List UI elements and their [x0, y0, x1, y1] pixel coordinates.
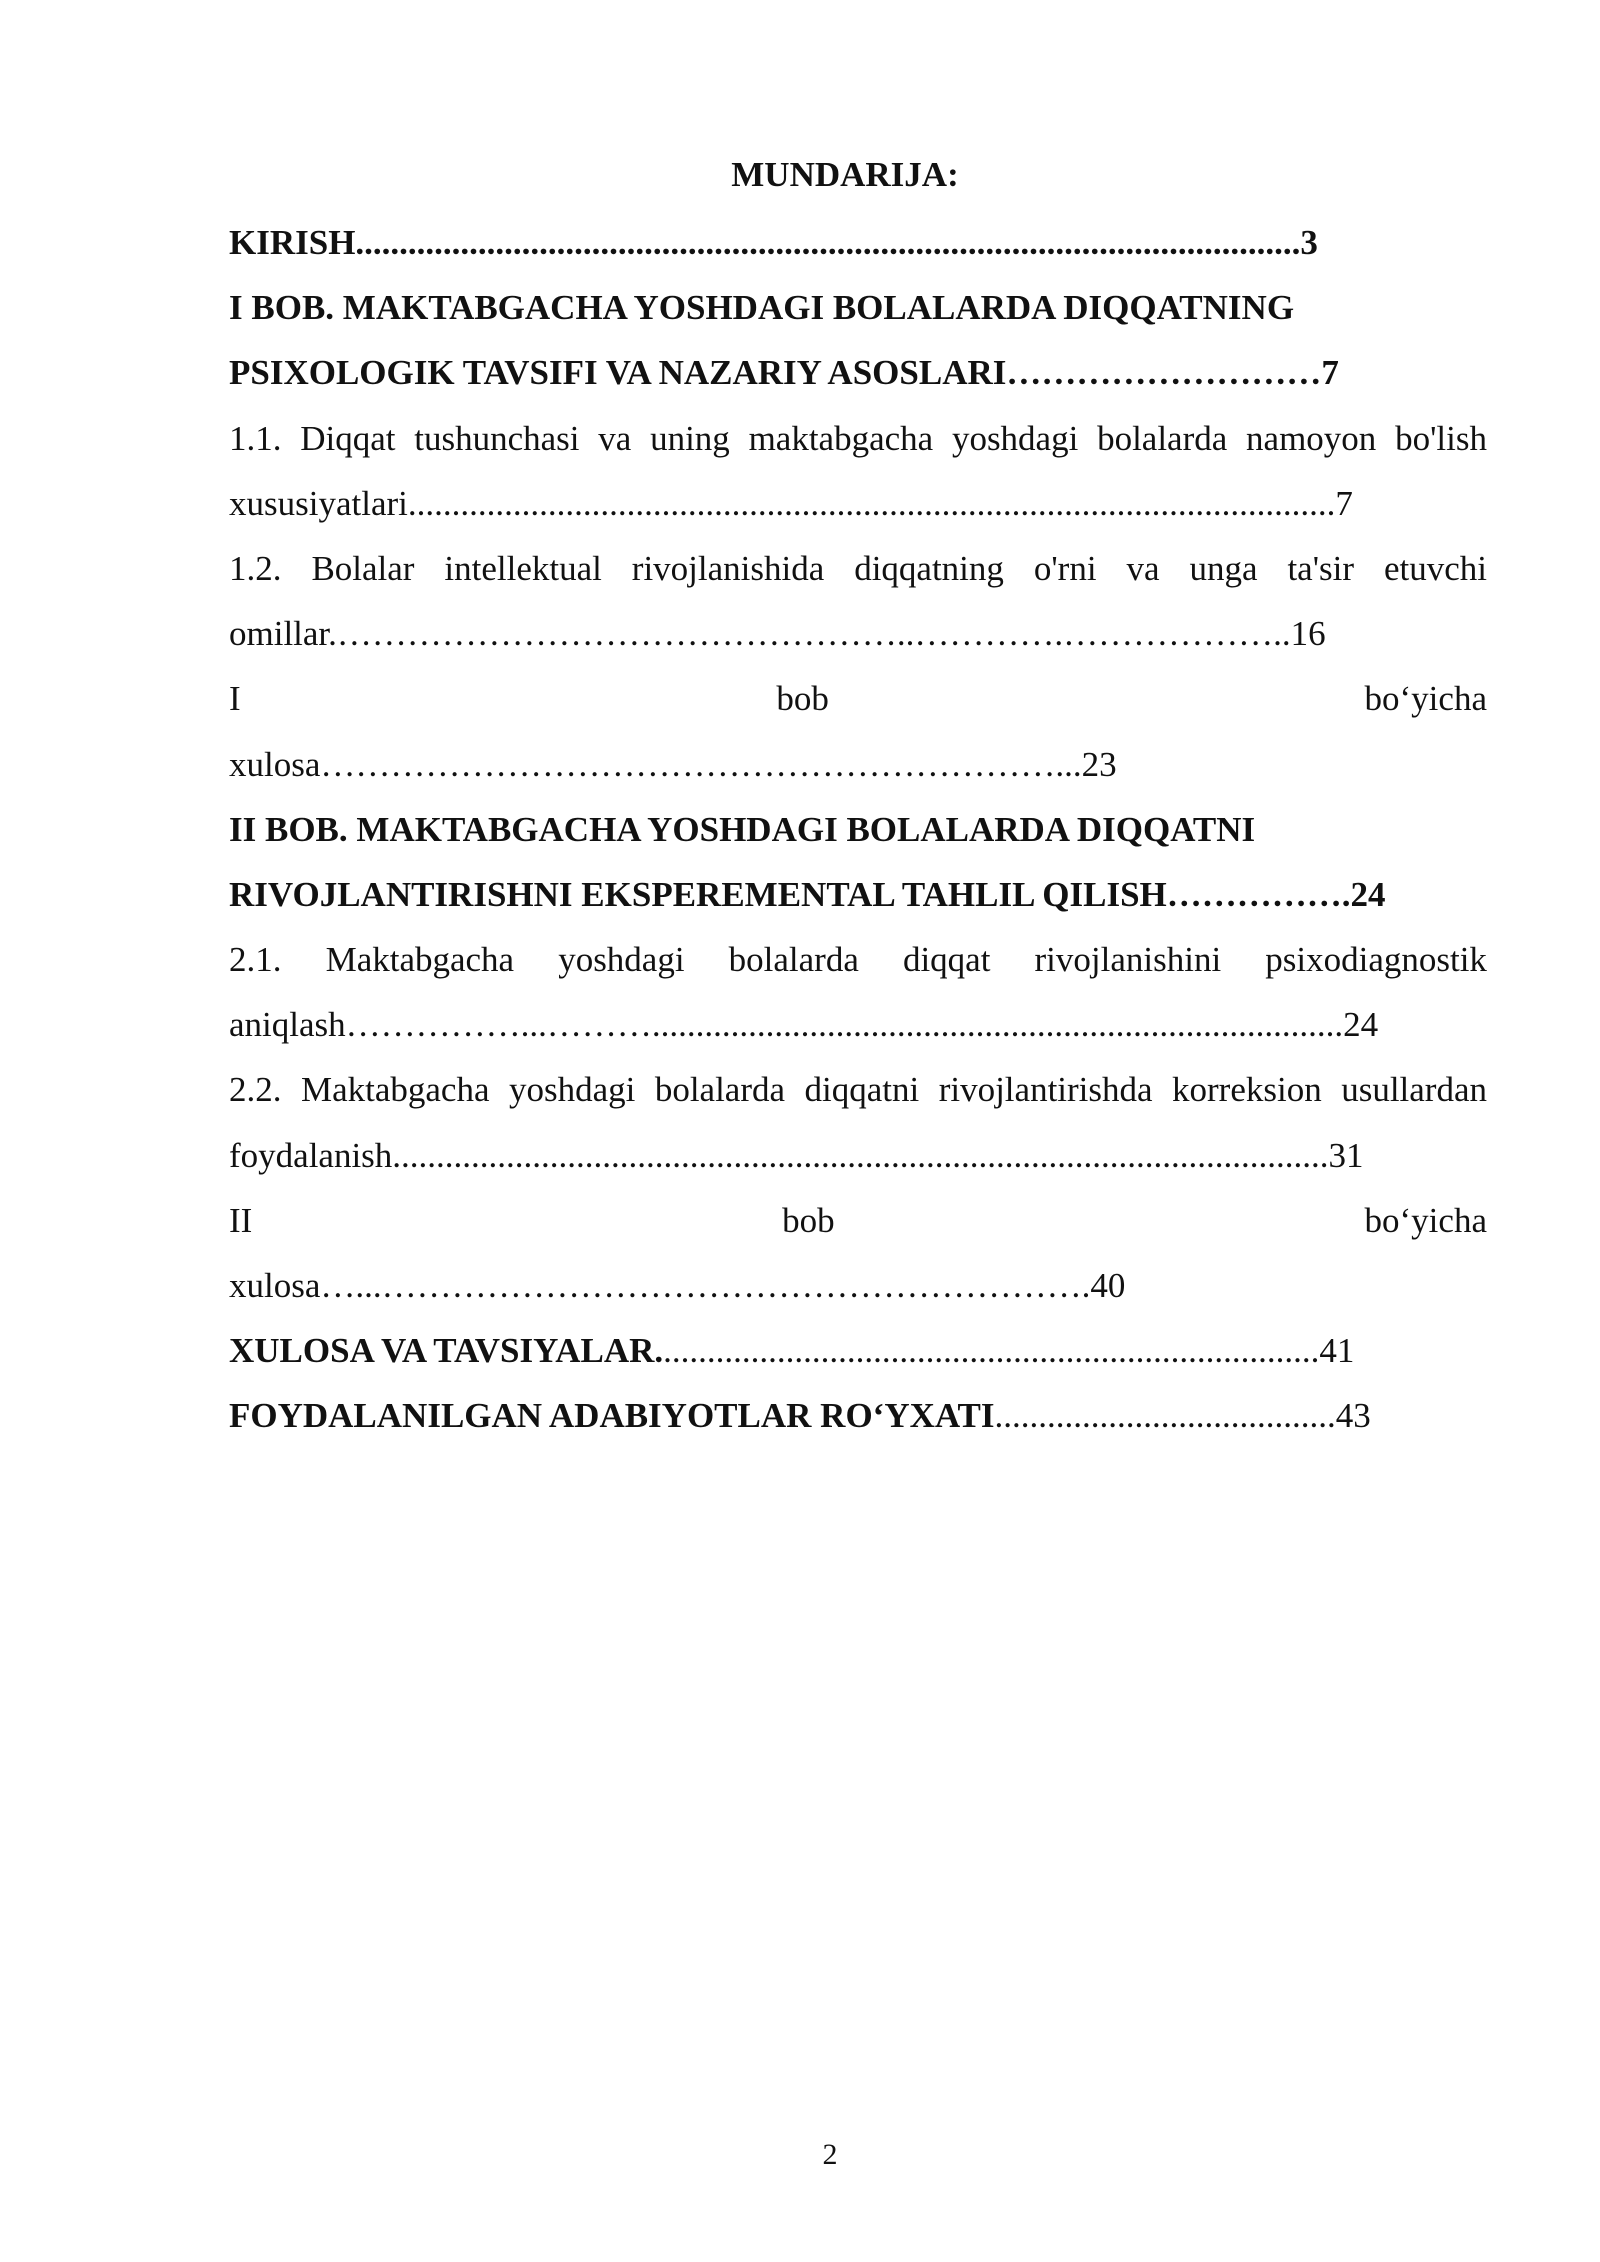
toc-section-2-2-line2: foydalanish...........................................................................................................31: [229, 1135, 1364, 1175]
word: I: [229, 679, 241, 719]
word: bolalarda: [654, 1070, 786, 1110]
word: bo‘yicha: [1364, 679, 1487, 719]
word: Diqqat: [300, 418, 396, 458]
word: II: [229, 1200, 253, 1240]
toc-chapter-2-title-line2: RIVOJLANTIRISHNI EKSPEREMENTAL TAHLIL QILISH…………….24: [229, 874, 1386, 914]
word: bo'lish: [1395, 418, 1487, 458]
word: diqqat: [902, 940, 991, 980]
toc-section-1-1-line2: xususiyatlari..........................................................................................................7: [229, 483, 1353, 523]
toc-entry-bibliography: [229, 1383, 1487, 1448]
entry-leader-page: ...........................................................................41: [663, 1331, 1355, 1371]
toc-chapter-2-title-line1: II BOB. MAKTABGACHA YOSHDAGI BOLALARDA DIQQATNI: [229, 809, 1256, 849]
word: bolalarda: [1097, 418, 1228, 458]
toc-section-1-1-line1: [229, 406, 1487, 471]
word: tushunchasi: [414, 418, 580, 458]
word: korreksion: [1172, 1070, 1322, 1110]
word: yoshdagi: [558, 940, 685, 980]
word: Maktabgacha: [325, 940, 515, 980]
word: unga: [1189, 548, 1258, 588]
table-of-contents: [229, 210, 1487, 1449]
toc-entry-kirish: KIRISH............................................................................................................3: [229, 223, 1318, 262]
entry-title: FOYDALANILGAN ADABIYOTLAR RO‘YXATI: [229, 1396, 995, 1436]
word: uning: [650, 418, 730, 458]
toc-section-2-1-line1: [229, 927, 1487, 992]
word: usullardan: [1341, 1070, 1487, 1110]
toc-chapter-1-title-line1: I BOB. MAKTABGACHA YOSHDAGI BOLALARDA DIQQATNING: [229, 288, 1295, 328]
word: 1.1.: [229, 418, 282, 458]
toc-section-1-2-line2: omillar.…………………………………………..………….………………..16: [229, 614, 1326, 654]
word: bolalarda: [728, 940, 859, 980]
word: etuvchi: [1383, 548, 1487, 588]
word: rivojlanishini: [1034, 940, 1222, 980]
toc-heading: MUNDARIJA:: [731, 155, 959, 194]
toc-section-2-2-line1: [229, 1057, 1487, 1122]
word: va: [1126, 548, 1160, 588]
word: 2.2.: [229, 1070, 282, 1110]
word: o'rni: [1033, 548, 1097, 588]
word: rivojlanishida: [631, 548, 825, 588]
word: namoyon: [1246, 418, 1377, 458]
word: bob: [782, 1200, 835, 1240]
word: diqqatning: [854, 548, 1004, 588]
word: psixodiagnostik: [1265, 940, 1487, 980]
word: va: [598, 418, 632, 458]
toc-chapter-1-summary-line1: [229, 666, 1487, 731]
toc-chapter-2-summary-line1: [229, 1188, 1487, 1253]
word: 2.1.: [229, 940, 282, 980]
toc-section-1-2-line1: [229, 536, 1487, 601]
word: maktabgacha: [748, 418, 934, 458]
word: 1.2.: [229, 548, 282, 588]
word: intellektual: [444, 548, 602, 588]
word: Bolalar: [311, 548, 415, 588]
toc-section-2-1-line2: aniqlash……………...………...............................................................................24: [229, 1005, 1379, 1045]
word: yoshdagi: [951, 418, 1079, 458]
word: rivojlantirishda: [938, 1070, 1153, 1110]
word: yoshdagi: [508, 1070, 636, 1110]
toc-entry-conclusion: [229, 1318, 1487, 1383]
toc-chapter-1-summary-line2: xulosa………………………………………………………...23: [229, 744, 1117, 784]
toc-chapter-2-summary-line2: xulosa…...…………………………………………………….40: [229, 1266, 1126, 1305]
word: bo‘yicha: [1364, 1200, 1487, 1240]
word: Maktabgacha: [300, 1070, 490, 1110]
word: diqqatni: [804, 1070, 920, 1110]
toc-chapter-1-title-line2: PSIXOLOGIK TAVSIFI VA NAZARIY ASOSLARI………………………7: [229, 353, 1339, 393]
page-number: 2: [822, 2138, 838, 2171]
entry-title: XULOSA VA TAVSIYALAR.: [229, 1331, 664, 1371]
entry-leader-page: .......................................43: [994, 1396, 1371, 1436]
word: bob: [776, 679, 829, 719]
word: ta'sir: [1287, 548, 1355, 588]
